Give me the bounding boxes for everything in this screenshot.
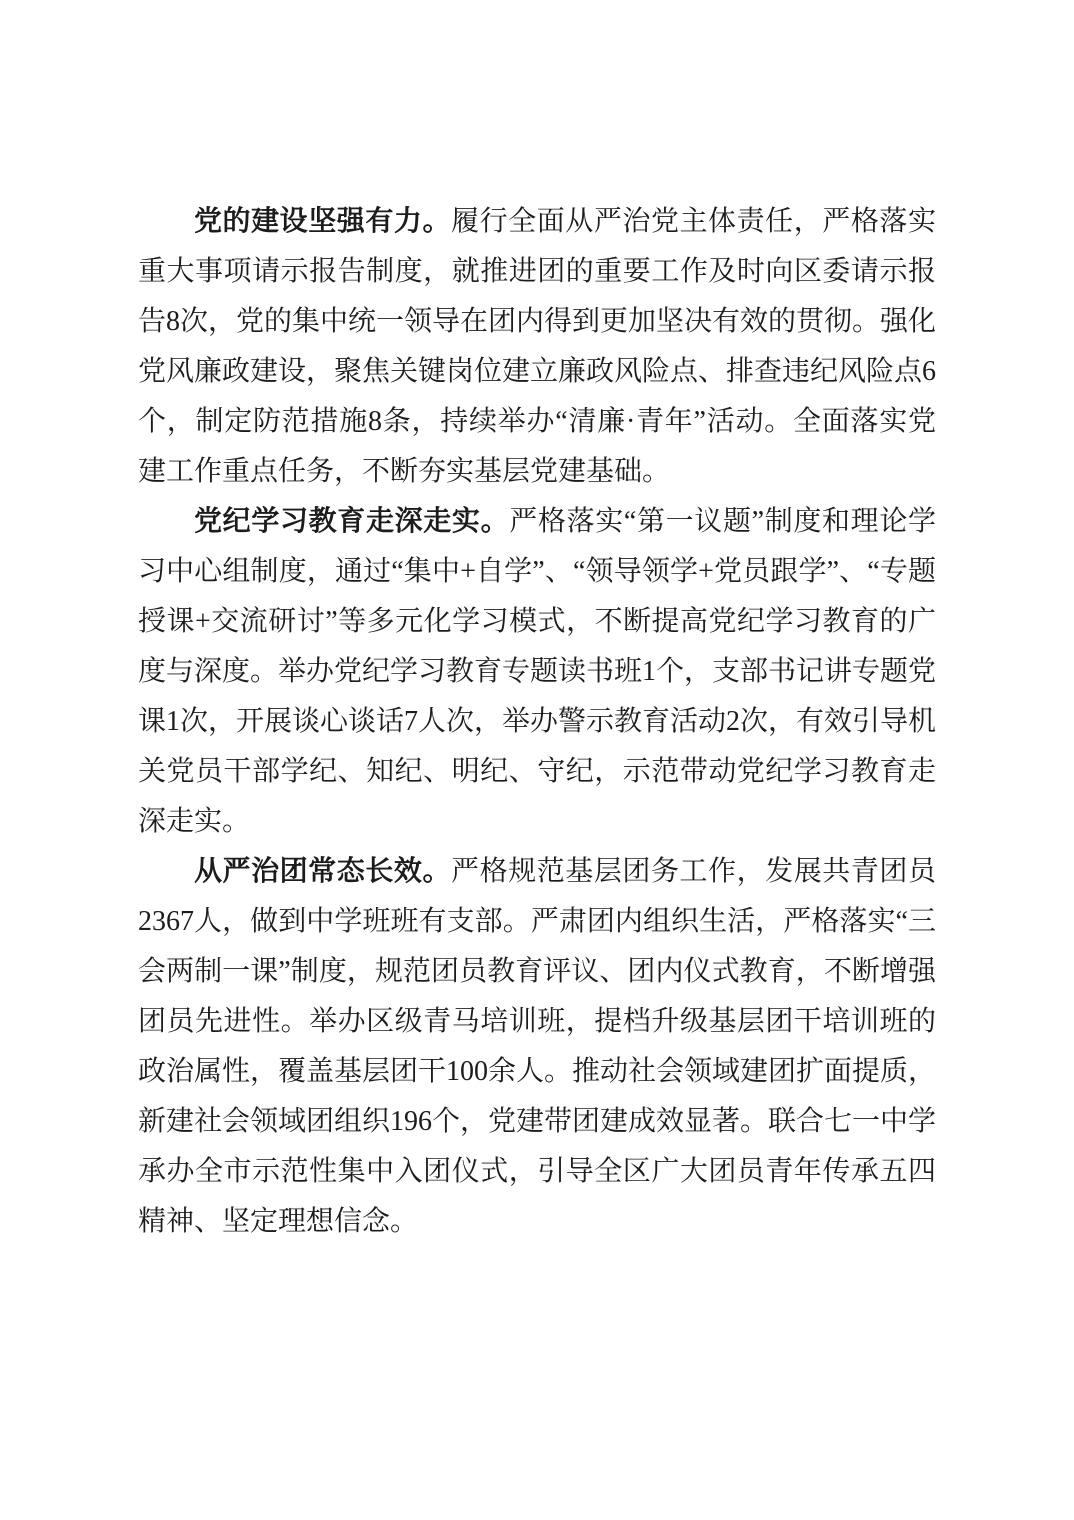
paragraph-body-discipline-education: 严格落实“第一议题”制度和理论学习中心组制度，通过“集中+自学”、“领导领学+党员跟学”、“专题授课+交流研讨”等多元化学习模式，不断提高党纪学习教育的广度与深度。举办党纪学习教育专题读书班1个，支部书记讲专题党课1次，开展谈心谈话7人次，举办警示教育活动2次，有效引导机关党员干部学纪、知纪、明纪、守纪，示范带动党纪学习教育走深走实。 bbox=[138, 506, 937, 837]
paragraph-lead-league-governance: 从严治团常态长效。 bbox=[194, 856, 452, 887]
paragraph-party-building bbox=[138, 197, 936, 497]
paragraph-lead-party-building: 党的建设坚强有力。 bbox=[194, 206, 452, 237]
paragraph-discipline-education bbox=[138, 497, 936, 847]
paragraph-lead-discipline-education: 党纪学习教育走深走实。 bbox=[194, 506, 510, 537]
paragraph-league-governance bbox=[138, 847, 936, 1247]
paragraph-body-party-building: 履行全面从严治党主体责任，严格落实重大事项请示报告制度，就推进团的重要工作及时向区委请示报告8次，党的集中统一领导在团内得到更加坚决有效的贯彻。强化党风廉政建设，聚焦关键岗位建立廉政风险点、排查违纪风险点6个，制定防范措施8条，持续举办“清廉·青年”活动。全面落实党建工作重点任务，不断夯实基层党建基础。 bbox=[138, 206, 937, 487]
paragraph-body-league-governance: 严格规范基层团务工作，发展共青团员2367人，做到中学班班有支部。严肃团内组织生活，严格落实“三会两制一课”制度，规范团员教育评议、团内仪式教育，不断增强团员先进性。举办区级青马培训班，提档升级基层团干培训班的政治属性，覆盖基层团干100余人。推动社会领域建团扩面提质，新建社会领域团组织196个，党建带团建成效显著。联合七一中学承办全市示范性集中入团仪式，引导全区广大团员青年传承五四精神、坚定理想信念。 bbox=[138, 856, 937, 1237]
